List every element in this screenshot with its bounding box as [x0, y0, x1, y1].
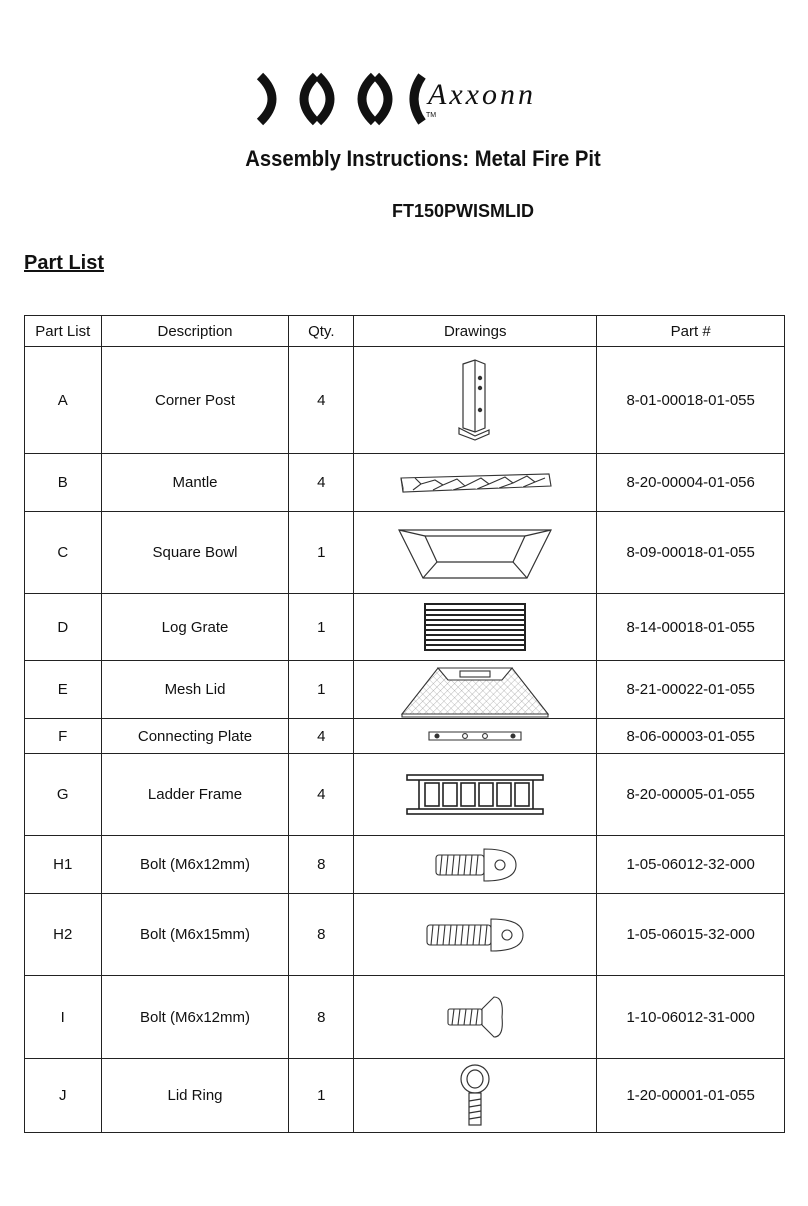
part-description: Mantle — [101, 454, 289, 512]
part-description: Corner Post — [101, 347, 289, 454]
part-description: Bolt (M6x12mm) — [101, 836, 289, 894]
part-id: B — [25, 454, 102, 512]
part-id: I — [25, 976, 102, 1059]
page-title: Assembly Instructions: Metal Fire Pit — [245, 146, 601, 171]
model-number: FT150PWISMLID — [392, 201, 535, 221]
brand-name: Axxonn — [428, 78, 536, 111]
connecting-plate-drawing — [427, 728, 523, 744]
part-drawing — [354, 1059, 597, 1133]
corner-post-drawing — [445, 358, 505, 442]
table-row — [25, 894, 785, 976]
part-qty: 4 — [289, 347, 354, 454]
part-id: E — [25, 661, 102, 719]
part-number: 1-05-06012-32-000 — [597, 836, 785, 894]
part-list-table — [24, 315, 785, 1133]
bolt-m6x12-drawing — [430, 845, 520, 885]
log-grate-drawing — [422, 601, 528, 653]
header-drawings: Drawings — [354, 316, 597, 347]
table-row — [25, 836, 785, 894]
part-number: 1-10-06012-31-000 — [597, 976, 785, 1059]
table-row — [25, 512, 785, 594]
part-id: A — [25, 347, 102, 454]
brand-logo-mark — [256, 72, 426, 126]
part-qty: 8 — [289, 894, 354, 976]
part-qty: 1 — [289, 1059, 354, 1133]
part-number: 8-21-00022-01-055 — [597, 661, 785, 719]
brand-logo — [256, 72, 596, 126]
part-drawing — [354, 754, 597, 836]
part-qty: 4 — [289, 754, 354, 836]
header-part-list: Part List — [25, 316, 102, 347]
part-description: Lid Ring — [101, 1059, 289, 1133]
table-header-row — [25, 316, 785, 347]
table-row — [25, 594, 785, 661]
table-row — [25, 661, 785, 719]
part-id: J — [25, 1059, 102, 1133]
part-id: H1 — [25, 836, 102, 894]
part-description: Log Grate — [101, 594, 289, 661]
part-number: 1-20-00001-01-055 — [597, 1059, 785, 1133]
table-row — [25, 754, 785, 836]
part-number: 8-14-00018-01-055 — [597, 594, 785, 661]
header-description: Description — [101, 316, 289, 347]
part-qty: 1 — [289, 661, 354, 719]
part-drawing — [354, 347, 597, 454]
part-qty: 8 — [289, 836, 354, 894]
table-row — [25, 719, 785, 754]
part-description: Connecting Plate — [101, 719, 289, 754]
bolt-m6x15-drawing — [423, 915, 527, 955]
part-number: 1-05-06015-32-000 — [597, 894, 785, 976]
part-qty: 1 — [289, 512, 354, 594]
table-row — [25, 347, 785, 454]
part-drawing — [354, 836, 597, 894]
mesh-lid-drawing — [398, 662, 552, 718]
part-id: D — [25, 594, 102, 661]
header-qty: Qty. — [289, 316, 354, 347]
table-row — [25, 976, 785, 1059]
part-id: C — [25, 512, 102, 594]
part-number: 8-06-00003-01-055 — [597, 719, 785, 754]
part-id: G — [25, 754, 102, 836]
part-qty: 4 — [289, 454, 354, 512]
section-title: Part List — [24, 252, 105, 274]
header-part-number: Part # — [597, 316, 785, 347]
mantle-drawing — [395, 470, 555, 496]
ladder-frame-drawing — [405, 772, 545, 818]
part-drawing — [354, 454, 597, 512]
part-number: 8-20-00004-01-056 — [597, 454, 785, 512]
part-drawing — [354, 719, 597, 754]
part-description: Mesh Lid — [101, 661, 289, 719]
table-row — [25, 1059, 785, 1133]
square-bowl-drawing — [395, 522, 555, 584]
part-drawing — [354, 661, 597, 719]
part-qty: 8 — [289, 976, 354, 1059]
part-description: Square Bowl — [101, 512, 289, 594]
part-number: 8-09-00018-01-055 — [597, 512, 785, 594]
part-id: H2 — [25, 894, 102, 976]
lid-ring-drawing — [458, 1063, 492, 1129]
part-drawing — [354, 976, 597, 1059]
part-number: 8-20-00005-01-055 — [597, 754, 785, 836]
part-qty: 1 — [289, 594, 354, 661]
part-qty: 4 — [289, 719, 354, 754]
part-drawing — [354, 512, 597, 594]
part-number: 8-01-00018-01-055 — [597, 347, 785, 454]
trademark: TM — [426, 112, 437, 119]
part-id: F — [25, 719, 102, 754]
part-drawing — [354, 894, 597, 976]
part-description: Bolt (M6x12mm) — [101, 976, 289, 1059]
part-description: Ladder Frame — [101, 754, 289, 836]
part-drawing — [354, 594, 597, 661]
countersunk-bolt-drawing — [444, 994, 506, 1040]
table-row — [25, 454, 785, 512]
part-description: Bolt (M6x15mm) — [101, 894, 289, 976]
